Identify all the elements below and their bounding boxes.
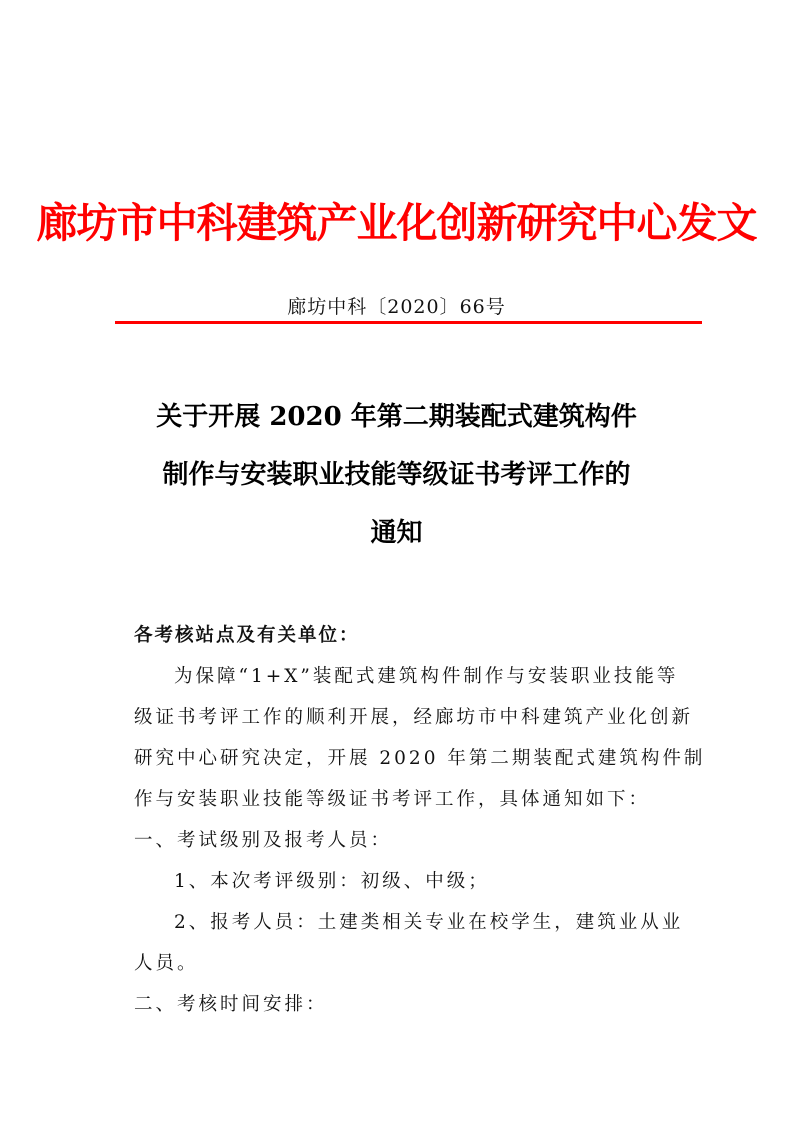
notice-title-line-2: 制作与安装职业技能等级证书考评工作的 xyxy=(162,460,631,490)
notice-title-line-1: 关于开展 2020 年第二期装配式建筑构件 xyxy=(156,402,637,432)
intro-line-4: 作与安装职业技能等级证书考评工作，具体通知如下： xyxy=(134,789,651,810)
intro-line-2: 级证书考评工作的顺利开展，经廊坊市中科建筑产业化创新 xyxy=(134,707,694,728)
notice-body xyxy=(134,615,706,1025)
issuer-header: 廊坊市中科建筑产业化创新研究中心发文 xyxy=(36,199,757,247)
section-1-heading: 一、考试级别及报考人员： xyxy=(134,830,393,851)
red-divider-line xyxy=(115,321,702,324)
notice-title-line-3: 通知 xyxy=(370,518,423,548)
intro-line-3: 研究中心研究决定，开展 2020 年第二期装配式建筑构件制 xyxy=(134,748,706,769)
salutation: 各考核站点及有关单位： xyxy=(134,625,360,646)
notice-title xyxy=(0,388,793,562)
section-2-heading: 二、考核时间安排： xyxy=(134,994,328,1015)
section-1-item-2-line-1: 2、报考人员：土建类相关专业在校学生，建筑业从业 xyxy=(174,912,684,933)
document-number: 廊坊中科〔2020〕66号 xyxy=(287,296,506,318)
section-1-item-1: 1、本次考评级别：初级、中级； xyxy=(174,871,490,892)
section-1-item-2-line-2: 人员。 xyxy=(134,953,199,974)
intro-line-1: 为保障“1+X”装配式建筑构件制作与安装职业技能等 xyxy=(174,666,679,687)
